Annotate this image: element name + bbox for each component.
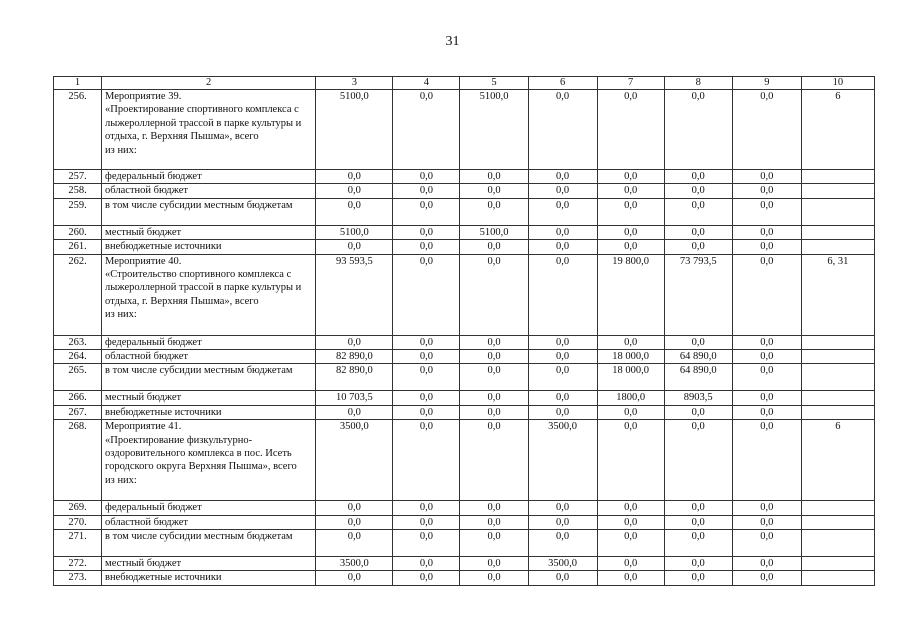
table-cell: 19 800,0	[597, 254, 664, 335]
table-cell: 5100,0	[460, 225, 528, 239]
table-row	[54, 240, 875, 254]
row-number: 258.	[54, 184, 102, 198]
column-header: 9	[732, 77, 801, 90]
column-header: 4	[393, 77, 460, 90]
table-cell: 0,0	[664, 530, 732, 557]
row-description: в том числе субсидии местным бюджетам	[102, 530, 316, 557]
row-number: 268.	[54, 420, 102, 501]
table-cell: 82 890,0	[316, 364, 393, 391]
table-cell: 0,0	[393, 170, 460, 184]
table-cell	[801, 571, 874, 585]
table-cell: 0,0	[732, 170, 801, 184]
table-cell: 0,0	[732, 184, 801, 198]
table-cell: 3500,0	[316, 557, 393, 571]
row-number: 270.	[54, 515, 102, 529]
row-number: 260.	[54, 225, 102, 239]
table-cell: 0,0	[732, 405, 801, 419]
row-description: внебюджетные источники	[102, 405, 316, 419]
table-cell: 0,0	[316, 184, 393, 198]
table-cell: 6	[801, 90, 874, 170]
row-description: местный бюджет	[102, 557, 316, 571]
row-number: 261.	[54, 240, 102, 254]
table-row	[54, 501, 875, 515]
table-cell: 0,0	[528, 170, 597, 184]
table-cell: 0,0	[664, 240, 732, 254]
table-cell: 8903,5	[664, 391, 732, 405]
table-cell: 6	[801, 420, 874, 501]
table-row	[54, 391, 875, 405]
table-cell: 0,0	[597, 557, 664, 571]
table-cell: 0,0	[528, 391, 597, 405]
table-row	[54, 184, 875, 198]
row-description: федеральный бюджет	[102, 335, 316, 349]
table-row	[54, 420, 875, 501]
row-number: 256.	[54, 90, 102, 170]
table-row	[54, 557, 875, 571]
row-description: областной бюджет	[102, 515, 316, 529]
table-cell: 0,0	[528, 198, 597, 225]
row-number: 266.	[54, 391, 102, 405]
table-cell: 0,0	[664, 420, 732, 501]
table-cell: 5100,0	[316, 90, 393, 170]
row-number: 271.	[54, 530, 102, 557]
table-cell: 0,0	[460, 557, 528, 571]
table-cell: 0,0	[460, 405, 528, 419]
table-cell	[801, 350, 874, 364]
table-cell: 0,0	[597, 184, 664, 198]
table-cell: 0,0	[664, 198, 732, 225]
table-cell: 0,0	[316, 571, 393, 585]
table-cell: 0,0	[732, 225, 801, 239]
table-cell: 0,0	[393, 364, 460, 391]
table-cell: 0,0	[393, 405, 460, 419]
table-cell	[801, 515, 874, 529]
row-description: местный бюджет	[102, 391, 316, 405]
table-cell: 0,0	[393, 240, 460, 254]
table-cell	[801, 184, 874, 198]
table-cell	[801, 240, 874, 254]
table-cell: 0,0	[316, 240, 393, 254]
table-cell: 0,0	[597, 405, 664, 419]
table-cell: 10 703,5	[316, 391, 393, 405]
column-header: 8	[664, 77, 732, 90]
table-cell: 0,0	[528, 240, 597, 254]
table-row	[54, 170, 875, 184]
table-row	[54, 364, 875, 391]
table-cell: 0,0	[732, 350, 801, 364]
table-cell: 0,0	[597, 225, 664, 239]
table-cell: 0,0	[393, 501, 460, 515]
table-cell: 0,0	[460, 335, 528, 349]
row-number: 257.	[54, 170, 102, 184]
row-description: внебюджетные источники	[102, 571, 316, 585]
table-cell: 0,0	[528, 364, 597, 391]
table-cell: 64 890,0	[664, 364, 732, 391]
table-cell: 0,0	[597, 335, 664, 349]
table-cell: 0,0	[732, 515, 801, 529]
table-cell: 0,0	[732, 90, 801, 170]
table-cell: 0,0	[316, 530, 393, 557]
table-cell: 0,0	[393, 391, 460, 405]
row-number: 267.	[54, 405, 102, 419]
table-cell: 0,0	[664, 184, 732, 198]
table-cell: 0,0	[528, 335, 597, 349]
table-cell: 0,0	[393, 530, 460, 557]
table-cell: 0,0	[597, 420, 664, 501]
table-cell: 0,0	[528, 225, 597, 239]
table-cell: 0,0	[732, 335, 801, 349]
table-cell	[801, 335, 874, 349]
table-cell: 0,0	[664, 557, 732, 571]
row-number: 263.	[54, 335, 102, 349]
table-cell: 0,0	[664, 515, 732, 529]
row-number: 259.	[54, 198, 102, 225]
table-cell: 0,0	[316, 335, 393, 349]
table-cell: 0,0	[732, 420, 801, 501]
table-cell	[801, 198, 874, 225]
table-cell: 0,0	[316, 405, 393, 419]
table-cell: 0,0	[664, 90, 732, 170]
row-description: областной бюджет	[102, 350, 316, 364]
table-cell: 0,0	[460, 364, 528, 391]
row-number: 272.	[54, 557, 102, 571]
table-cell: 0,0	[732, 240, 801, 254]
table-cell: 3500,0	[316, 420, 393, 501]
table-cell: 93 593,5	[316, 254, 393, 335]
table-row	[54, 254, 875, 335]
table-cell: 0,0	[528, 254, 597, 335]
table-cell: 0,0	[393, 571, 460, 585]
row-description: в том числе субсидии местным бюджетам	[102, 364, 316, 391]
column-header: 1	[54, 77, 102, 90]
table-cell	[801, 557, 874, 571]
table-cell: 5100,0	[316, 225, 393, 239]
table-cell: 18 000,0	[597, 350, 664, 364]
table-cell: 0,0	[528, 90, 597, 170]
row-description: федеральный бюджет	[102, 501, 316, 515]
table-cell: 0,0	[460, 501, 528, 515]
table-cell: 0,0	[732, 501, 801, 515]
column-header: 5	[460, 77, 528, 90]
page-number: 31	[445, 34, 460, 49]
row-description: в том числе субсидии местным бюджетам	[102, 198, 316, 225]
table-cell: 0,0	[460, 530, 528, 557]
table-cell	[801, 170, 874, 184]
table-cell: 0,0	[393, 254, 460, 335]
table-cell: 0,0	[393, 198, 460, 225]
table-cell: 0,0	[316, 170, 393, 184]
table-cell: 5100,0	[460, 90, 528, 170]
table-cell: 18 000,0	[597, 364, 664, 391]
table-cell	[801, 391, 874, 405]
table-cell: 0,0	[528, 501, 597, 515]
table-cell: 0,0	[316, 198, 393, 225]
table-cell: 0,0	[597, 240, 664, 254]
row-number: 269.	[54, 501, 102, 515]
table-cell: 0,0	[528, 515, 597, 529]
table-row	[54, 198, 875, 225]
table-cell	[801, 530, 874, 557]
table-row	[54, 405, 875, 419]
table-row	[54, 225, 875, 239]
table-cell: 0,0	[597, 571, 664, 585]
table-cell: 0,0	[460, 254, 528, 335]
table-cell: 0,0	[732, 198, 801, 225]
row-number: 265.	[54, 364, 102, 391]
row-description: внебюджетные источники	[102, 240, 316, 254]
table-cell: 0,0	[664, 170, 732, 184]
table-cell: 0,0	[597, 501, 664, 515]
row-description: Мероприятие 39. «Проектирование спортивного комплекса с лыжероллерной трассой в парке культуры и отдыха, г. Верхняя Пышма», всего из них:	[102, 90, 316, 170]
table-cell: 0,0	[393, 225, 460, 239]
table-cell: 0,0	[664, 335, 732, 349]
table-cell: 0,0	[316, 501, 393, 515]
row-description: федеральный бюджет	[102, 170, 316, 184]
row-number: 273.	[54, 571, 102, 585]
row-description: областной бюджет	[102, 184, 316, 198]
table-cell: 0,0	[316, 515, 393, 529]
table-cell	[801, 405, 874, 419]
column-number-row	[54, 77, 875, 90]
table-row	[54, 350, 875, 364]
column-header: 6	[528, 77, 597, 90]
table-cell: 0,0	[528, 184, 597, 198]
table-cell: 3500,0	[528, 557, 597, 571]
table-row	[54, 335, 875, 349]
row-number: 262.	[54, 254, 102, 335]
table-cell: 0,0	[393, 420, 460, 501]
table-cell: 0,0	[460, 571, 528, 585]
table-cell: 0,0	[460, 391, 528, 405]
table-cell: 0,0	[597, 530, 664, 557]
table-row	[54, 90, 875, 170]
table-cell: 0,0	[732, 391, 801, 405]
row-number: 264.	[54, 350, 102, 364]
table-row	[54, 571, 875, 585]
table-row	[54, 530, 875, 557]
row-description: Мероприятие 41. «Проектирование физкультурно-оздоровительного комплекса в пос. Исеть городского округа Верхняя Пышма», всего из них:	[102, 420, 316, 501]
table-cell: 0,0	[460, 515, 528, 529]
table-row	[54, 515, 875, 529]
column-header: 10	[801, 77, 874, 90]
table-cell: 0,0	[393, 350, 460, 364]
table-cell: 0,0	[732, 557, 801, 571]
table-cell: 0,0	[393, 90, 460, 170]
row-description: Мероприятие 40. «Строительство спортивного комплекса с лыжероллерной трассой в парке культуры и отдыха, г. Верхняя Пышма», всего из них:	[102, 254, 316, 335]
table-cell: 0,0	[597, 198, 664, 225]
table-cell: 0,0	[732, 530, 801, 557]
table-cell: 0,0	[664, 225, 732, 239]
budget-table	[53, 76, 875, 586]
table-cell: 82 890,0	[316, 350, 393, 364]
table-cell: 0,0	[393, 515, 460, 529]
table-cell: 0,0	[597, 170, 664, 184]
table-cell	[801, 225, 874, 239]
table-cell: 64 890,0	[664, 350, 732, 364]
table-cell: 0,0	[393, 335, 460, 349]
table-cell: 0,0	[528, 350, 597, 364]
table-cell: 0,0	[528, 571, 597, 585]
column-header: 7	[597, 77, 664, 90]
table-cell: 0,0	[664, 405, 732, 419]
table-cell: 0,0	[664, 501, 732, 515]
table-cell: 0,0	[460, 350, 528, 364]
table-cell: 0,0	[732, 364, 801, 391]
table-cell: 0,0	[597, 515, 664, 529]
table-cell: 0,0	[732, 571, 801, 585]
table-cell: 0,0	[528, 530, 597, 557]
table-cell: 0,0	[664, 571, 732, 585]
table-cell: 3500,0	[528, 420, 597, 501]
table-cell	[801, 501, 874, 515]
row-description: местный бюджет	[102, 225, 316, 239]
table-cell: 0,0	[460, 184, 528, 198]
table-cell: 0,0	[460, 198, 528, 225]
column-header: 2	[102, 77, 316, 90]
table-cell: 0,0	[460, 420, 528, 501]
table-cell: 0,0	[597, 90, 664, 170]
table-cell: 0,0	[528, 405, 597, 419]
table-cell: 0,0	[460, 170, 528, 184]
table-cell: 0,0	[732, 254, 801, 335]
table-cell: 1800,0	[597, 391, 664, 405]
table-cell: 6, 31	[801, 254, 874, 335]
column-header: 3	[316, 77, 393, 90]
table-cell	[801, 364, 874, 391]
table-cell: 0,0	[393, 184, 460, 198]
table-cell: 73 793,5	[664, 254, 732, 335]
table-cell: 0,0	[460, 240, 528, 254]
table-cell: 0,0	[393, 557, 460, 571]
